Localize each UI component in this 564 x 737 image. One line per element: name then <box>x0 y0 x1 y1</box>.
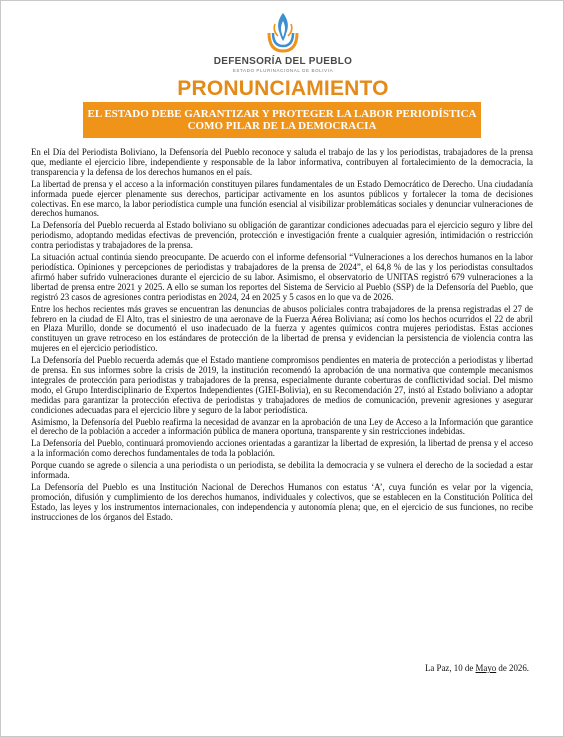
paragraph-9: Porque cuando se agrede o silencia a una periodista o un periodista, se debilita la democracia y se vulnera el derecho de la sociedad a estar informada. <box>31 460 533 481</box>
paragraph-4: La situación actual continúa siendo preocupante. De acuerdo con el informe defensorial “Vulneraciones a los derechos humanos en la labor periodística. Opiniones y percepciones de periodistas y trabajadores de la prensa de 2024”, el 64,8 % de las y los periodistas consultados afirmó haber sufrido vulneraciones durante el ejercicio de su labor. Asimismo, el observatorio de UNITAS registró 679 vulneraciones a la libertad de prensa entre 2021 y 2025. A ello se suman los reportes del Sistema de Servicio al Pueblo (SSP) de la Defensoría del Pueblo, que registró 23 casos de agresiones contra periodistas en 2024, 24 en 2025 y 5 casos en lo que va de 2026. <box>31 252 533 302</box>
paragraph-10: La Defensoría del Pueblo es una Institución Nacional de Derechos Humanos con estatus ‘A’, cuya función es velar por la vigencia, promoción, difusión y cumplimiento de los derechos humanos, individuales y colectivos, que se establecen en la Constitución Política del Estado, las leyes y los instrumentos internacionales, con independencia y autonomía plena; que, en el ejercicio de sus funciones, no recibe instrucciones de los órganos del Estado. <box>31 482 533 522</box>
signature-prefix: La Paz, 10 de <box>424 663 476 673</box>
signature-date <box>425 663 529 673</box>
org-name: DEFENSORÍA DEL PUEBLO <box>213 56 353 67</box>
signature-month: Mayo <box>475 663 497 673</box>
banner-text <box>88 108 477 132</box>
paragraph-8: La Defensoría del Pueblo, continuará promoviendo acciones orientadas a garantizar la libertad de expresión, la libertad de prensa y el acceso a la información como derechos fundamentales de toda la población. <box>31 438 533 459</box>
document-body <box>31 148 533 525</box>
subtitle-banner <box>83 102 481 138</box>
paragraph-1: En el Día del Periodista Boliviano, la Defensoría del Pueblo reconoce y saluda el trabajo de las y los periodistas, trabajadores de la prensa que, mediante el ejercicio libre, independiente y responsable de la labor informativa, contribuyen al fortalecimiento de la democracia, la transparencia y la defensa de los derechos humanos en el país. <box>31 147 533 177</box>
defensoria-flame-logo-icon <box>249 9 317 55</box>
banner-line-1: EL ESTADO DEBE GARANTIZAR Y PROTEGER LA LABOR PERIODÍSTICA <box>87 108 477 120</box>
banner-line-2: COMO PILAR DE LA DEMOCRACIA <box>187 120 377 132</box>
paragraph-7: Asimismo, la Defensoría del Pueblo reafirma la necesidad de avanzar en la aprobación de una Ley de Acceso a la Información que garantice el derecho de la población a acceder a información pública de manera oportuna, transparente y sin restricciones indebidas. <box>31 416 533 437</box>
paragraph-2: La libertad de prensa y el acceso a la información constituyen pilares fundamentales de un Estado Democrático de Derecho. Una ciudadanía informada puede ejercer plenamente sus derechos, participar activamente en los asuntos públicos y fortalecer la toma de decisiones colectivas. En ese marco, la labor periodística cumple una función esencial al visibilizar problemáticas sociales y denunciar vulneraciones de derechos humanos. <box>31 178 533 219</box>
signature-suffix: de 2026. <box>496 663 529 673</box>
org-subtitle: ESTADO PLURINACIONAL DE BOLIVIA <box>232 68 334 73</box>
paragraph-3: La Defensoría del Pueblo recuerda al Estado boliviano su obligación de garantizar condiciones adecuadas para el ejercicio seguro y libre del periodismo, adoptando medidas efectivas de prevención, protección e investigación frente a cualquier agresión, intimidación o restricción contra periodistas y trabajadores de la prensa. <box>31 220 533 251</box>
paragraph-5: Entre los hechos recientes más graves se encuentran las denuncias de abusos policiales contra trabajadores de la prensa registradas el 27 de febrero en la ciudad de El Alto, tras el siniestro de una aeronave de la Fuerza Aérea Boliviana; así como los hechos ocurridos el 22 de abril en Plaza Murillo, donde se documentó el uso inadecuado de la fuerza y agentes químicos contra mujeres periodistas. Estas acciones constituyen un grave retroceso en los estándares de protección de la libertad de prensa y evidencian la persistencia de violencia contra las mujeres en el ejercicio periodístico. <box>31 303 533 354</box>
paragraph-6: La Defensoría del Pueblo recuerda además que el Estado mantiene compromisos pendientes en materia de protección a periodistas y libertad de prensa. En sus informes sobre la crisis de 2019, la institución recomendó la aprobación de una normativa que contemple mecanismos integrales de protección para periodistas y trabajadores de la prensa, especialmente durante coberturas de conflictividad social. Del mismo modo, el Grupo Interdisciplinario de Expertos Independientes (GIEI-Bolivia), en su Recomendación 27, instó al Estado boliviano a adoptar medidas para garantizar la protección efectiva de periodistas y trabajadores de medios de comunicación, prevenir agresiones y asegurar condiciones adecuadas para el ejercicio libre y seguro de la labor periodística. <box>31 355 533 415</box>
document-title: PRONUNCIAMIENTO <box>177 77 389 100</box>
